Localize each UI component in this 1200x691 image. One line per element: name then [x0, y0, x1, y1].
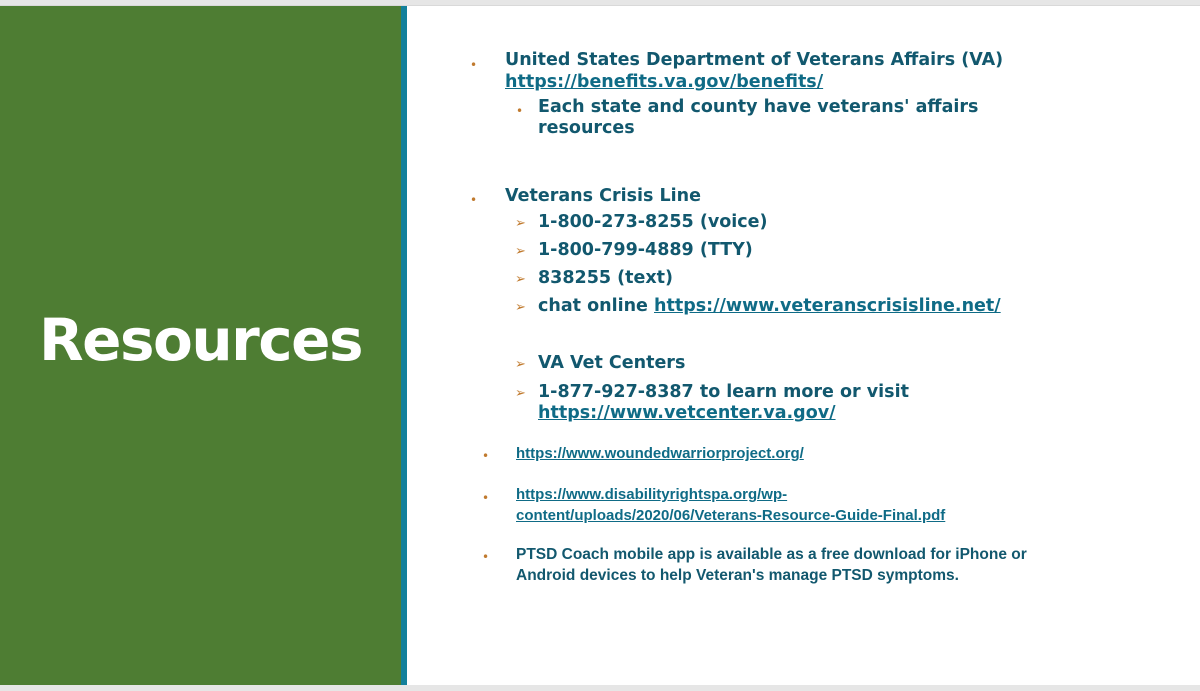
bullet-icon: • — [482, 449, 490, 463]
arrow-bullet-icon: ➢ — [515, 300, 526, 315]
bullet-icon: • — [516, 104, 524, 118]
slide-content — [0, 6, 1200, 685]
slide — [0, 5, 1200, 685]
va-sub-item-line2: resources — [538, 118, 635, 138]
bullet-icon: • — [482, 491, 490, 505]
disability-rights-link-line1[interactable]: https://www.disabilityrightspa.org/wp- — [516, 486, 788, 503]
crisis-line-heading: Veterans Crisis Line — [505, 186, 701, 206]
ptsd-coach-line1: PTSD Coach mobile app is available as a free download for iPhone or — [516, 546, 1027, 563]
arrow-bullet-icon: ➢ — [515, 272, 526, 287]
slide-title: Resources — [38, 306, 362, 374]
disability-rights-link-line2[interactable]: content/uploads/2020/06/Veterans-Resource-Guide-Final.pdf — [516, 507, 946, 524]
crisis-chat-item — [538, 296, 1001, 317]
arrow-bullet-icon: ➢ — [515, 357, 526, 372]
crisis-tty-number: 1-800-799-4889 (TTY) — [538, 240, 753, 260]
va-benefits-link[interactable]: https://benefits.va.gov/benefits/ — [505, 72, 824, 92]
crisis-chat-link[interactable]: https://www.veteranscrisisline.net/ — [654, 296, 1001, 316]
crisis-chat-label: chat online — [538, 296, 654, 316]
vet-center-link[interactable]: https://www.vetcenter.va.gov/ — [538, 403, 836, 423]
vet-centers-item: VA Vet Centers — [538, 353, 686, 373]
crisis-voice-number: 1-800-273-8255 (voice) — [538, 212, 768, 232]
arrow-bullet-icon: ➢ — [515, 216, 526, 231]
ptsd-coach-line2: Android devices to help Veteran's manage PTSD symptoms. — [516, 567, 959, 584]
arrow-bullet-icon: ➢ — [515, 386, 526, 401]
vet-centers-phone: 1-877-927-8387 to learn more or visit — [538, 382, 909, 402]
bullet-icon: • — [482, 550, 490, 564]
va-heading: United States Department of Veterans Affairs (VA) — [505, 50, 1004, 70]
bullet-icon: • — [470, 58, 478, 72]
crisis-text-number: 838255 (text) — [538, 268, 674, 288]
va-sub-item-line1: Each state and county have veterans' affairs — [538, 97, 979, 117]
arrow-bullet-icon: ➢ — [515, 244, 526, 259]
bullet-icon: • — [470, 193, 478, 207]
wounded-warrior-link[interactable]: https://www.woundedwarriorproject.org/ — [516, 445, 804, 462]
